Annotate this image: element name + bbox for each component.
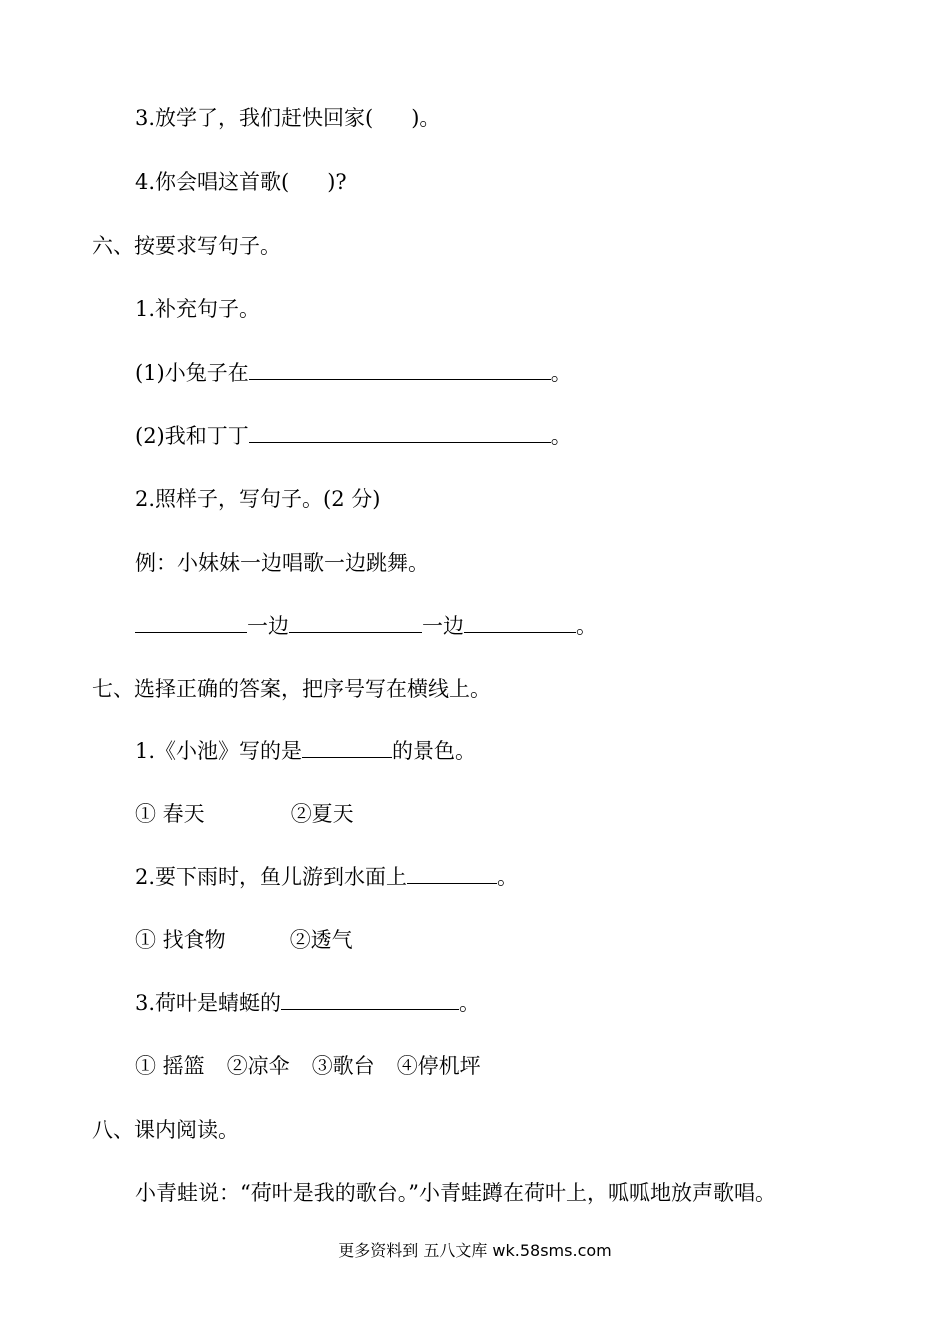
choice-question-3-text: 3.荷叶是蜻蜓的 <box>135 991 282 1015</box>
answer-blank <box>289 612 422 633</box>
footer-watermark-text: 更多资料到 五八文库 wk.58sms.com <box>338 1241 612 1260</box>
answer-blank <box>281 989 459 1010</box>
reading-passage: 小青蛙说：“荷叶是我的歌台。”小青蛙蹲在荷叶上，呱呱地放声歌唱。 <box>135 1181 776 1205</box>
fill-sentence-2-end: 。 <box>550 424 572 448</box>
option: ③歌台 <box>311 1054 375 1078</box>
pattern-end: 。 <box>576 614 597 638</box>
question-4-line <box>135 168 347 196</box>
answer-blank <box>464 612 576 633</box>
pattern-word-1: 一边 <box>247 614 289 638</box>
choice-options-1 <box>135 800 354 828</box>
option: ① 春天 <box>135 802 205 826</box>
section-8-heading: 八、课内阅读。 <box>92 1118 239 1142</box>
option: ④停机坪 <box>396 1054 481 1078</box>
choice-options-3 <box>135 1052 481 1080</box>
option: ① 摇篮 <box>135 1054 205 1078</box>
answer-blank <box>135 612 247 633</box>
question-3-text: 3.放学了，我们赶快回家( <box>135 106 374 130</box>
choice-question-3 <box>135 989 480 1017</box>
option: ②夏天 <box>290 802 354 826</box>
choice-question-2-text: 2.要下雨时，鱼儿游到水面上 <box>135 865 408 889</box>
fill-sentence-1-text: (1)小兔子在 <box>135 361 249 385</box>
answer-blank <box>407 863 497 884</box>
fill-sentence-2 <box>135 422 572 450</box>
pattern-word-2: 一边 <box>422 614 464 638</box>
choice-question-2 <box>135 863 518 891</box>
choice-options-2 <box>135 926 353 954</box>
section-6-heading: 六、按要求写句子。 <box>92 234 281 258</box>
choice-question-1-text: 1.《小池》写的是 <box>135 739 303 763</box>
option: ②透气 <box>289 928 353 952</box>
option: ① 找食物 <box>135 928 226 952</box>
fill-sentence-1-end: 。 <box>550 361 572 385</box>
question-4-end: )? <box>327 170 347 194</box>
section-6-item-1: 1.补充句子。 <box>135 297 261 321</box>
choice-question-2-end: 。 <box>497 865 519 889</box>
section-7-heading: 七、选择正确的答案，把序号写在横线上。 <box>92 677 491 701</box>
answer-blank <box>302 737 392 758</box>
example-sentence: 例：小妹妹一边唱歌一边跳舞。 <box>135 551 429 575</box>
question-4-text: 4.你会唱这首歌( <box>135 170 290 194</box>
fill-sentence-1 <box>135 359 572 387</box>
fill-sentence-2-text: (2)我和丁丁 <box>135 424 249 448</box>
question-3-line <box>135 104 440 132</box>
question-3-end: )。 <box>411 106 441 130</box>
answer-blank <box>249 422 551 443</box>
choice-question-1-end: 的景色。 <box>392 739 477 763</box>
choice-question-3-end: 。 <box>459 991 481 1015</box>
section-6-item-2: 2.照样子，写句子。(2 分) <box>135 487 381 511</box>
pattern-sentence <box>135 612 597 640</box>
choice-question-1 <box>135 737 476 765</box>
option: ②凉伞 <box>226 1054 290 1078</box>
answer-blank <box>249 359 551 380</box>
